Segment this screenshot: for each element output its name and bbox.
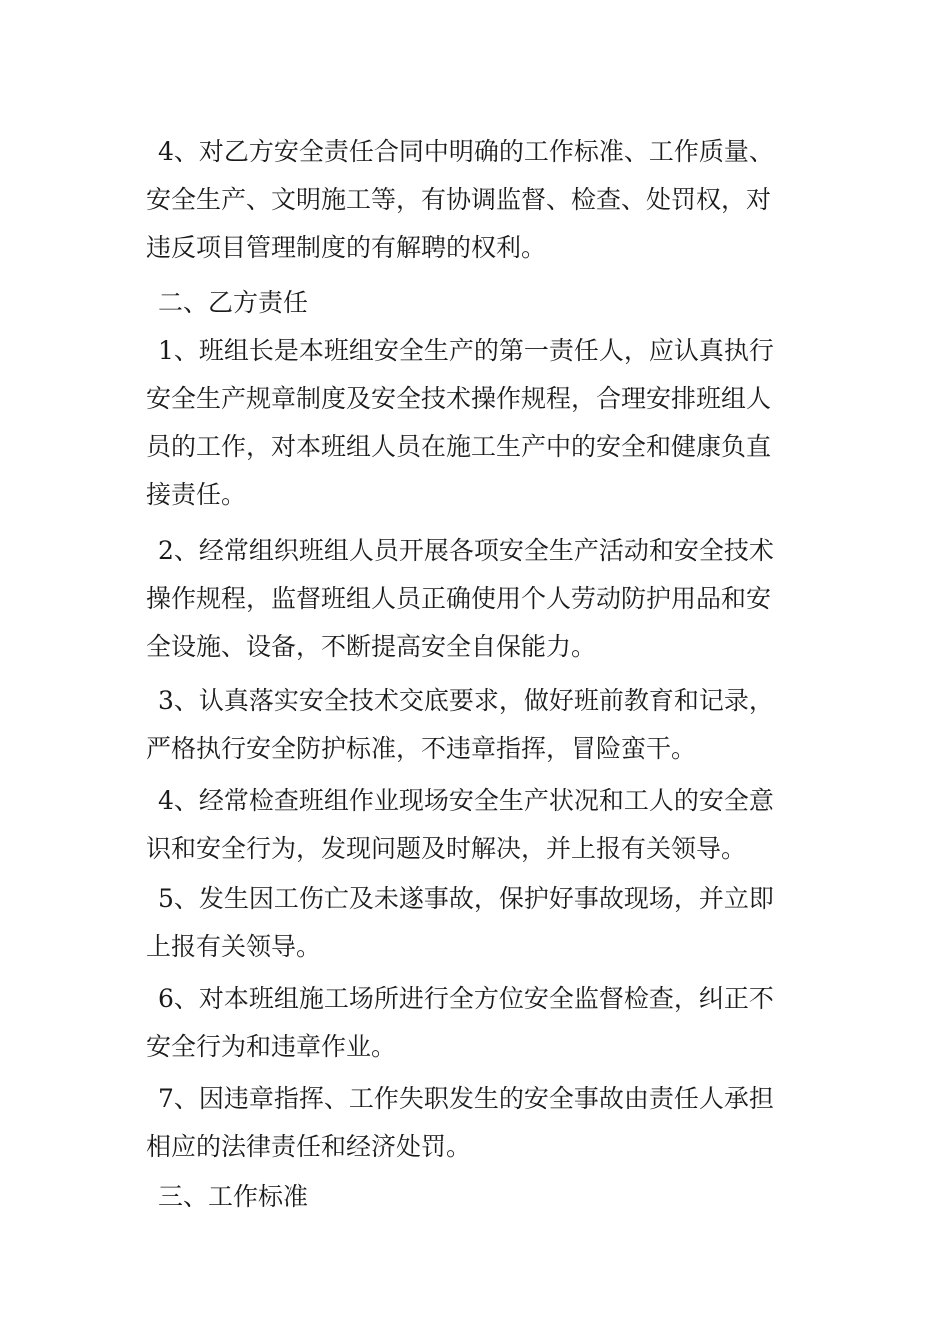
- text-line: 1、班组长是本班组安全生产的第一责任人，应认真执行: [158, 336, 774, 365]
- text-line: 操作规程，监督班组人员正确使用个人劳动防护用品和安: [146, 584, 772, 613]
- text-line: 违反项目管理制度的有解聘的权利。: [146, 233, 547, 262]
- text-line: 3、认真落实安全技术交底要求，做好班前教育和记录，: [158, 686, 774, 715]
- text-line: 安全生产、文明施工等，有协调监督、检查、处罚权，对: [146, 185, 772, 214]
- text-line: 接责任。: [146, 480, 247, 509]
- text-line: 全设施、设备，不断提高安全自保能力。: [146, 632, 597, 661]
- section-heading: 二、乙方责任: [158, 288, 309, 317]
- text-line: 安全行为和违章作业。: [146, 1032, 397, 1061]
- text-line: 上报有关领导。: [146, 932, 322, 961]
- text-line: 6、对本班组施工场所进行全方位安全监督检查，纠正不: [158, 984, 774, 1013]
- text-line: 识和安全行为，发现问题及时解决，并上报有关领导。: [146, 834, 747, 863]
- text-line: 严格执行安全防护标准，不违章指挥，冒险蛮干。: [146, 734, 697, 763]
- text-line: 安全生产规章制度及安全技术操作规程，合理安排班组人: [146, 384, 772, 413]
- text-line: 2、经常组织班组人员开展各项安全生产活动和安全技术: [158, 536, 774, 565]
- text-line: 4、对乙方安全责任合同中明确的工作标准、工作质量、: [158, 137, 774, 166]
- text-line: 相应的法律责任和经济处罚。: [146, 1132, 472, 1161]
- text-line: 4、经常检查班组作业现场安全生产状况和工人的安全意: [158, 786, 774, 815]
- text-line: 5、发生因工伤亡及未遂事故，保护好事故现场，并立即: [158, 884, 774, 913]
- section-heading: 三、工作标准: [158, 1182, 309, 1211]
- text-line: 7、因违章指挥、工作失职发生的安全事故由责任人承担: [158, 1084, 774, 1113]
- text-line: 员的工作，对本班组人员在施工生产中的安全和健康负直: [146, 432, 772, 461]
